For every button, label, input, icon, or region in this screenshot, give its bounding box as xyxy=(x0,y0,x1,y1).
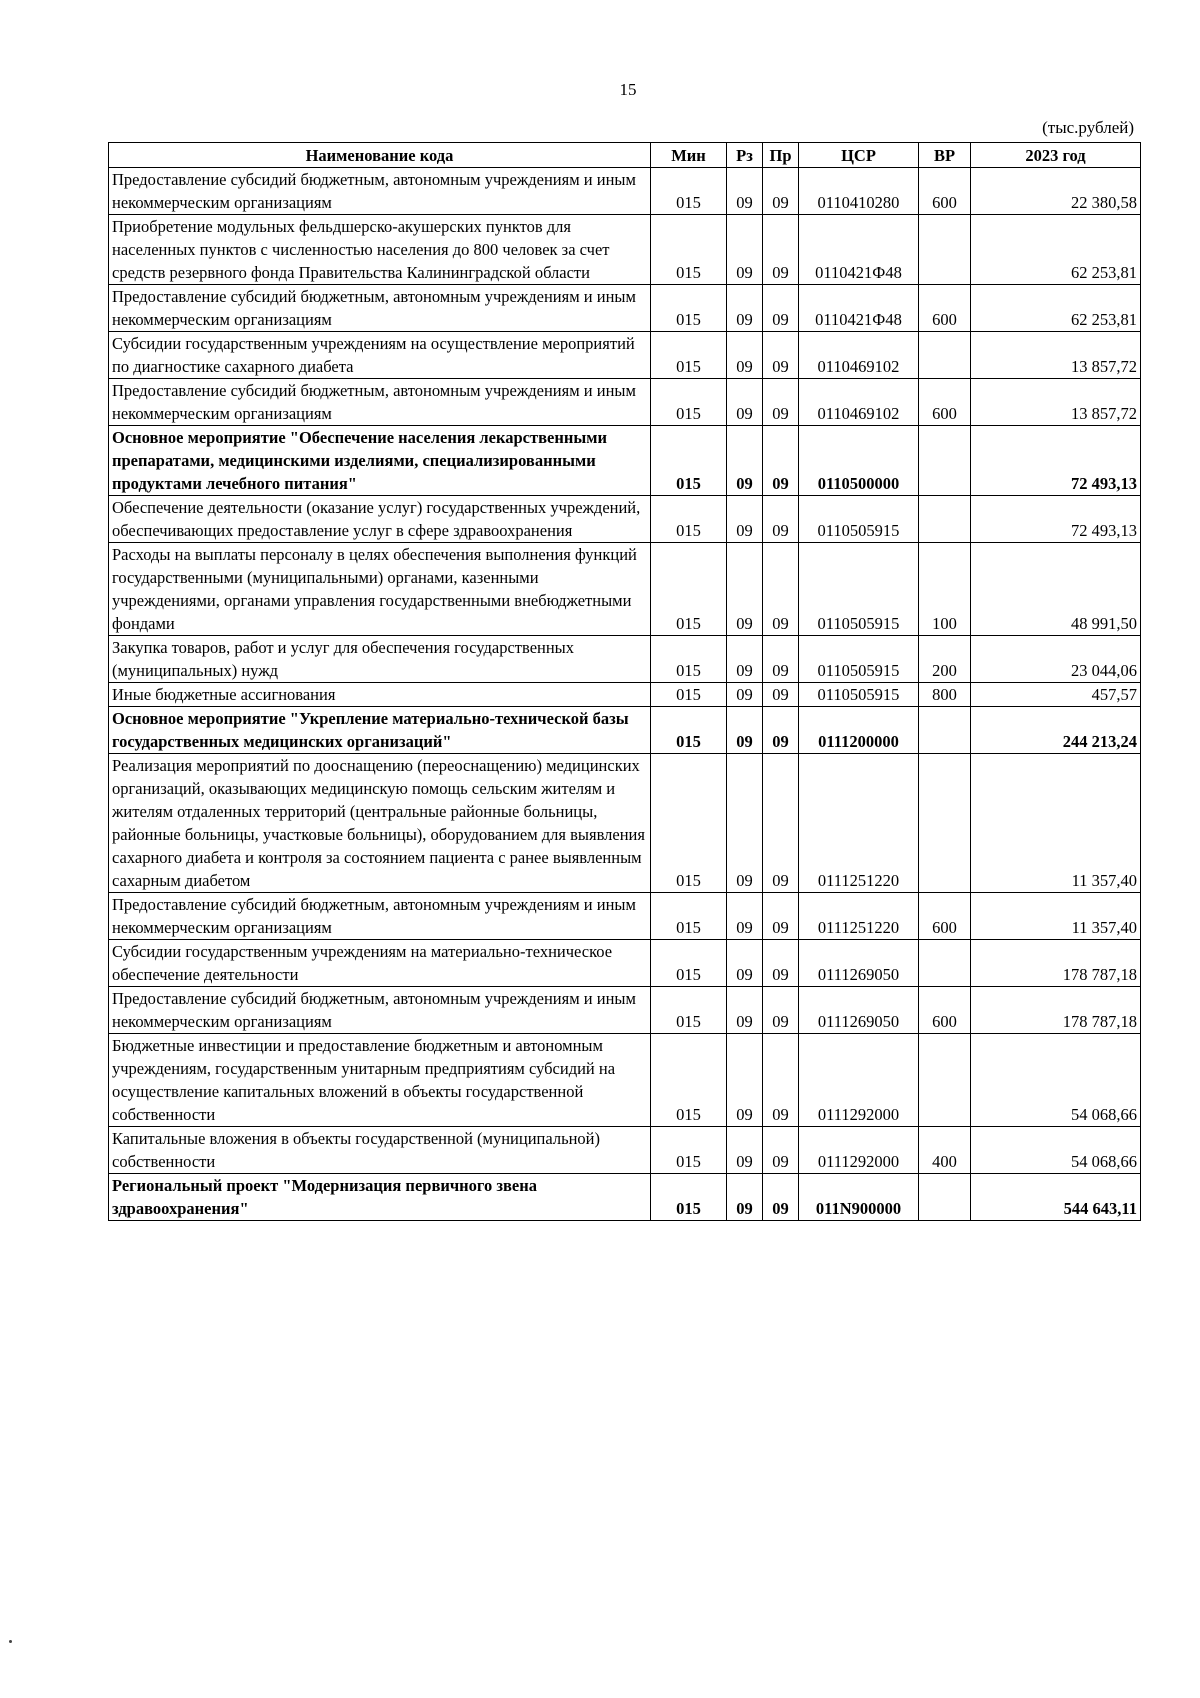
row-rz: 09 xyxy=(727,285,763,332)
table-row xyxy=(109,496,1141,543)
row-csr: 0110469102 xyxy=(799,379,919,426)
row-vr: 600 xyxy=(919,168,971,215)
row-name: Иные бюджетные ассигнования xyxy=(109,683,651,707)
row-amount: 178 787,18 xyxy=(971,940,1141,987)
row-pr: 09 xyxy=(763,940,799,987)
row-name: Основное мероприятие "Укрепление материально-технической базы государственных медицинских организаций" xyxy=(109,707,651,754)
table-row xyxy=(109,683,1141,707)
row-csr: 0111292000 xyxy=(799,1127,919,1174)
row-pr: 09 xyxy=(763,426,799,496)
row-pr: 09 xyxy=(763,754,799,893)
row-amount: 72 493,13 xyxy=(971,426,1141,496)
row-name: Предоставление субсидий бюджетным, автономным учреждениям и иным некоммерческим организациям xyxy=(109,893,651,940)
row-min: 015 xyxy=(651,987,727,1034)
row-min: 015 xyxy=(651,168,727,215)
row-amount: 178 787,18 xyxy=(971,987,1141,1034)
scan-speck xyxy=(9,1640,12,1643)
row-pr: 09 xyxy=(763,168,799,215)
row-min: 015 xyxy=(651,636,727,683)
table-header-row xyxy=(109,143,1141,168)
row-name: Закупка товаров, работ и услуг для обеспечения государственных (муниципальных) нужд xyxy=(109,636,651,683)
table-row xyxy=(109,285,1141,332)
row-min: 015 xyxy=(651,496,727,543)
row-pr: 09 xyxy=(763,707,799,754)
table-row xyxy=(109,1174,1141,1221)
row-pr: 09 xyxy=(763,215,799,285)
row-rz: 09 xyxy=(727,1174,763,1221)
header-csr: ЦСР xyxy=(799,143,919,168)
row-rz: 09 xyxy=(727,496,763,543)
row-vr xyxy=(919,215,971,285)
row-csr: 0110505915 xyxy=(799,496,919,543)
row-vr: 600 xyxy=(919,285,971,332)
header-name: Наименование кода xyxy=(109,143,651,168)
row-amount: 244 213,24 xyxy=(971,707,1141,754)
row-csr: 011N900000 xyxy=(799,1174,919,1221)
row-rz: 09 xyxy=(727,1127,763,1174)
header-year: 2023 год xyxy=(971,143,1141,168)
row-vr: 100 xyxy=(919,543,971,636)
header-min: Мин xyxy=(651,143,727,168)
row-csr: 0110500000 xyxy=(799,426,919,496)
table-body xyxy=(109,168,1141,1221)
table-row xyxy=(109,1034,1141,1127)
row-amount: 54 068,66 xyxy=(971,1127,1141,1174)
row-min: 015 xyxy=(651,332,727,379)
row-csr: 0111269050 xyxy=(799,940,919,987)
row-pr: 09 xyxy=(763,496,799,543)
row-vr xyxy=(919,1174,971,1221)
row-vr: 600 xyxy=(919,893,971,940)
row-csr: 0110421Ф48 xyxy=(799,285,919,332)
row-amount: 48 991,50 xyxy=(971,543,1141,636)
row-amount: 11 357,40 xyxy=(971,754,1141,893)
table-row xyxy=(109,379,1141,426)
row-amount: 72 493,13 xyxy=(971,496,1141,543)
row-name: Субсидии государственным учреждениям на осуществление мероприятий по диагностике сахарного диабета xyxy=(109,332,651,379)
row-pr: 09 xyxy=(763,379,799,426)
row-amount: 11 357,40 xyxy=(971,893,1141,940)
row-csr: 0111200000 xyxy=(799,707,919,754)
row-amount: 13 857,72 xyxy=(971,379,1141,426)
row-csr: 0110410280 xyxy=(799,168,919,215)
header-vr: ВР xyxy=(919,143,971,168)
row-pr: 09 xyxy=(763,1034,799,1127)
row-pr: 09 xyxy=(763,893,799,940)
row-rz: 09 xyxy=(727,754,763,893)
row-rz: 09 xyxy=(727,426,763,496)
row-amount: 457,57 xyxy=(971,683,1141,707)
row-pr: 09 xyxy=(763,636,799,683)
row-name: Расходы на выплаты персоналу в целях обеспечения выполнения функций государственными (муниципальными) органами, казенными учреждениями, органами управления государственными внебюджетными фондами xyxy=(109,543,651,636)
row-rz: 09 xyxy=(727,707,763,754)
table-row xyxy=(109,754,1141,893)
row-rz: 09 xyxy=(727,215,763,285)
row-rz: 09 xyxy=(727,987,763,1034)
row-vr: 200 xyxy=(919,636,971,683)
row-rz: 09 xyxy=(727,893,763,940)
row-min: 015 xyxy=(651,215,727,285)
row-vr xyxy=(919,332,971,379)
header-pr: Пр xyxy=(763,143,799,168)
row-min: 015 xyxy=(651,1127,727,1174)
row-pr: 09 xyxy=(763,683,799,707)
table-row xyxy=(109,940,1141,987)
row-name: Основное мероприятие "Обеспечение населения лекарственными препаратами, медицинскими изделиями, специализированными продуктами лечебного питания" xyxy=(109,426,651,496)
row-name: Предоставление субсидий бюджетным, автономным учреждениям и иным некоммерческим организациям xyxy=(109,168,651,215)
row-min: 015 xyxy=(651,543,727,636)
row-pr: 09 xyxy=(763,987,799,1034)
row-amount: 13 857,72 xyxy=(971,332,1141,379)
row-min: 015 xyxy=(651,940,727,987)
row-vr: 600 xyxy=(919,987,971,1034)
row-csr: 0110505915 xyxy=(799,636,919,683)
row-pr: 09 xyxy=(763,332,799,379)
row-vr xyxy=(919,496,971,543)
row-name: Реализация мероприятий по дооснащению (переоснащению) медицинских организаций, оказывающих медицинскую помощь сельским жителям и жителям отдаленных территорий (центральные районные больницы, районные больницы, участковые больницы), оборудованием для выявления сахарного диабета и контроля за состоянием пациента с ранее выявленным сахарным диабетом xyxy=(109,754,651,893)
row-name: Обеспечение деятельности (оказание услуг) государственных учреждений, обеспечивающих предоставление услуг в сфере здравоохранения xyxy=(109,496,651,543)
row-csr: 0110505915 xyxy=(799,683,919,707)
row-min: 015 xyxy=(651,893,727,940)
row-csr: 0110421Ф48 xyxy=(799,215,919,285)
row-min: 015 xyxy=(651,285,727,332)
row-rz: 09 xyxy=(727,168,763,215)
row-amount: 62 253,81 xyxy=(971,215,1141,285)
row-rz: 09 xyxy=(727,379,763,426)
row-csr: 0110469102 xyxy=(799,332,919,379)
row-vr: 800 xyxy=(919,683,971,707)
row-vr xyxy=(919,707,971,754)
row-amount: 544 643,11 xyxy=(971,1174,1141,1221)
row-min: 015 xyxy=(651,379,727,426)
table-row xyxy=(109,215,1141,285)
budget-table xyxy=(108,142,1141,1221)
row-name: Бюджетные инвестиции и предоставление бюджетным и автономным учреждениям, государственным унитарным предприятиям субсидий на осуществление капитальных вложений в объекты государственной собственности xyxy=(109,1034,651,1127)
row-vr xyxy=(919,1034,971,1127)
row-vr xyxy=(919,754,971,893)
row-csr: 0111251220 xyxy=(799,754,919,893)
row-csr: 0111269050 xyxy=(799,987,919,1034)
row-csr: 0110505915 xyxy=(799,543,919,636)
row-vr: 400 xyxy=(919,1127,971,1174)
row-vr xyxy=(919,426,971,496)
row-rz: 09 xyxy=(727,636,763,683)
table-row xyxy=(109,893,1141,940)
page-number: 15 xyxy=(619,80,637,99)
row-rz: 09 xyxy=(727,332,763,379)
table-row xyxy=(109,1127,1141,1174)
row-pr: 09 xyxy=(763,285,799,332)
row-name: Приобретение модульных фельдшерско-акушерских пунктов для населенных пунктов с численностью населения до 800 человек за счет средств резервного фонда Правительства Калининградской области xyxy=(109,215,651,285)
table-row xyxy=(109,168,1141,215)
row-name: Предоставление субсидий бюджетным, автономным учреждениям и иным некоммерческим организациям xyxy=(109,987,651,1034)
row-amount: 54 068,66 xyxy=(971,1034,1141,1127)
row-rz: 09 xyxy=(727,940,763,987)
row-vr xyxy=(919,940,971,987)
row-min: 015 xyxy=(651,683,727,707)
row-name: Предоставление субсидий бюджетным, автономным учреждениям и иным некоммерческим организациям xyxy=(109,379,651,426)
row-name: Предоставление субсидий бюджетным, автономным учреждениям и иным некоммерческим организациям xyxy=(109,285,651,332)
row-name: Капитальные вложения в объекты государственной (муниципальной) собственности xyxy=(109,1127,651,1174)
units-label: (тыс.рублей) xyxy=(1042,118,1134,137)
table-row xyxy=(109,707,1141,754)
row-vr: 600 xyxy=(919,379,971,426)
row-amount: 62 253,81 xyxy=(971,285,1141,332)
row-min: 015 xyxy=(651,1034,727,1127)
row-rz: 09 xyxy=(727,543,763,636)
table-row xyxy=(109,332,1141,379)
table-row xyxy=(109,426,1141,496)
row-amount: 22 380,58 xyxy=(971,168,1141,215)
row-rz: 09 xyxy=(727,683,763,707)
row-csr: 0111251220 xyxy=(799,893,919,940)
row-amount: 23 044,06 xyxy=(971,636,1141,683)
table-row xyxy=(109,543,1141,636)
row-min: 015 xyxy=(651,754,727,893)
row-name: Региональный проект "Модернизация первичного звена здравоохранения" xyxy=(109,1174,651,1221)
row-pr: 09 xyxy=(763,1174,799,1221)
row-rz: 09 xyxy=(727,1034,763,1127)
row-min: 015 xyxy=(651,1174,727,1221)
row-pr: 09 xyxy=(763,543,799,636)
row-pr: 09 xyxy=(763,1127,799,1174)
table-row xyxy=(109,987,1141,1034)
row-csr: 0111292000 xyxy=(799,1034,919,1127)
table-row xyxy=(109,636,1141,683)
header-rz: Рз xyxy=(727,143,763,168)
row-name: Субсидии государственным учреждениям на материально-техническое обеспечение деятельности xyxy=(109,940,651,987)
row-min: 015 xyxy=(651,426,727,496)
row-min: 015 xyxy=(651,707,727,754)
